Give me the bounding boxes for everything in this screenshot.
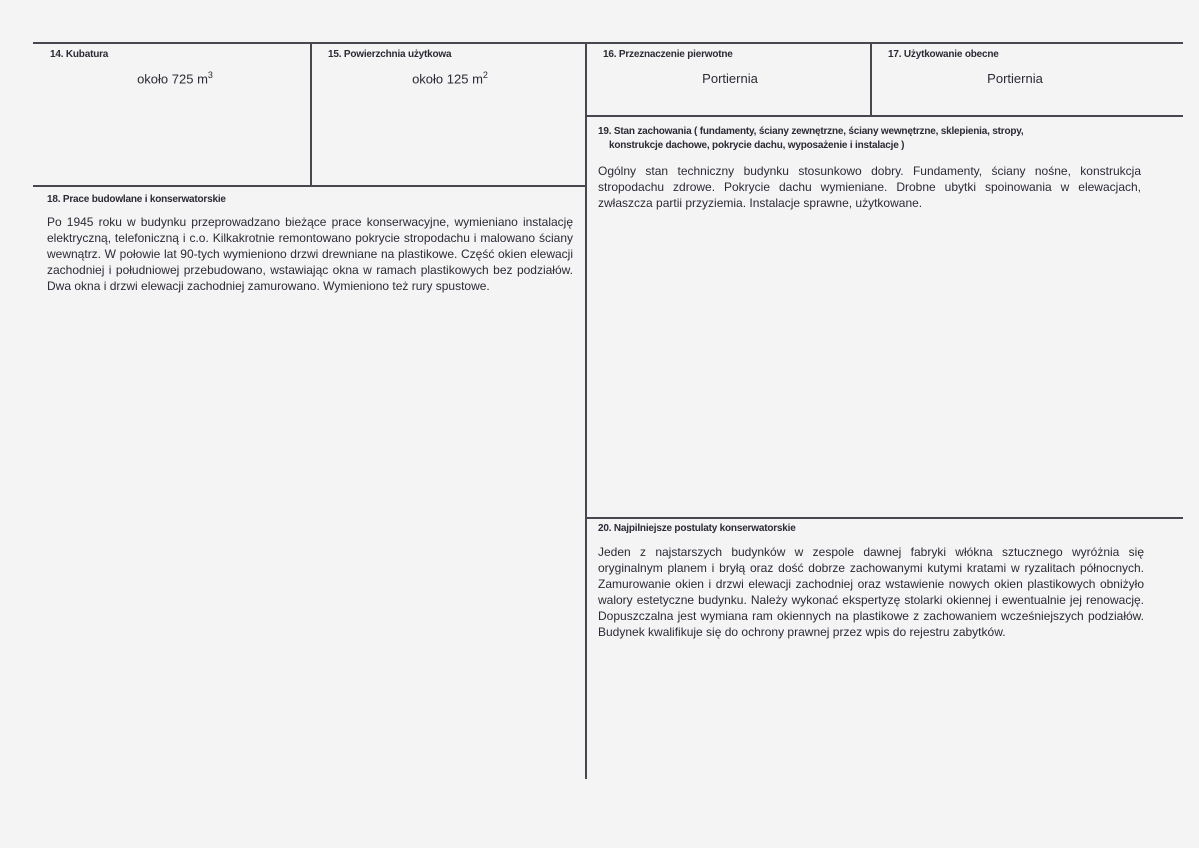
field-17-value: Portiernia — [987, 71, 1043, 86]
rule-left-mid — [33, 185, 585, 187]
divider-14-15 — [310, 42, 312, 186]
field-14-unit-sup: 3 — [207, 70, 213, 80]
field-14-label: 14. Kubatura — [50, 49, 109, 60]
field-14-value — [60, 70, 290, 86]
field-15-unit-sup: 2 — [482, 70, 488, 80]
field-15-value — [335, 70, 565, 86]
rule-right-upper — [586, 115, 1183, 117]
top-rule — [33, 42, 1183, 44]
field-20-text: Jeden z najstarszych budynków w zespole dawnej fabryki włókna sztucznego wyróżnia się oryginalnym planem i bryłą oraz dość dobrze zachowanymi kutymi kratami w ryzalitach północnych. Zamurowanie okien i drzwi elewacji zachodniej oraz wstawienie nowych okien plastikowych obniżyło walory estetyczne budynku. Należy wykonać ekspertyzę stolarki okiennej i ewentualnie jej renowację. Dopuszczalna jest wymiana ram okiennych na plastikowe z zachowaniem wcześniejszych podziałów. Budynek kwalifikuje się do ochrony prawnej przez wpis do rejestru zabytków. — [598, 545, 1144, 639]
field-18-label: 18. Prace budowlane i konserwatorskie — [47, 194, 226, 205]
field-20-label: 20. Najpilniejsze postulaty konserwatorskie — [598, 523, 796, 534]
field-16-value: Portiernia — [702, 71, 758, 86]
field-19-label-line2: konstrukcje dachowe, pokrycie dachu, wyposażenie i instalacje ) — [609, 140, 905, 151]
field-19-label — [598, 125, 1178, 153]
field-19-label-line1: 19. Stan zachowania ( fundamenty, ściany zewnętrzne, ściany wewnętrzne, sklepienia, stropy, — [598, 126, 1024, 137]
field-15-value-text: około 125 m — [412, 71, 483, 87]
divider-center — [585, 42, 587, 779]
field-17-label: 17. Użytkowanie obecne — [888, 49, 999, 60]
field-19-text: Ogólny stan techniczny budynku stosunkowo dobry. Fundamenty, ściany nośne, konstrukcja stropodachu zdrowe. Pokrycie dachu wymieniane. Drobne ubytki spoinowania w elewacjach, zwłaszcza partii przyziemia. Instalacje sprawne, użytkowane. — [598, 164, 1141, 210]
divider-16-17 — [870, 42, 872, 116]
field-15-label: 15. Powierzchnia użytkowa — [328, 49, 452, 60]
field-18-text: Po 1945 roku w budynku przeprowadzano bieżące prace konserwacyjne, wymieniano instalację elektryczną, telefoniczną i c.o. Kilkakrotnie remontowano pokrycie stropodachu i malowano ściany wewnątrz. W połowie lat 90-tych wymieniono drzwi drewniane na plastikowe. Część okien elewacji zachodniej i południowej przebudowano, wstawiając okna w ramach plastikowych bez podziałów. Dwa okna i drzwi elewacji zachodniej zamurowano. Wymieniono też rury spustowe. — [47, 215, 573, 293]
field-16-label: 16. Przeznaczenie pierwotne — [603, 49, 733, 60]
rule-right-lower — [586, 517, 1183, 519]
field-14-value-text: około 725 m — [137, 71, 208, 87]
